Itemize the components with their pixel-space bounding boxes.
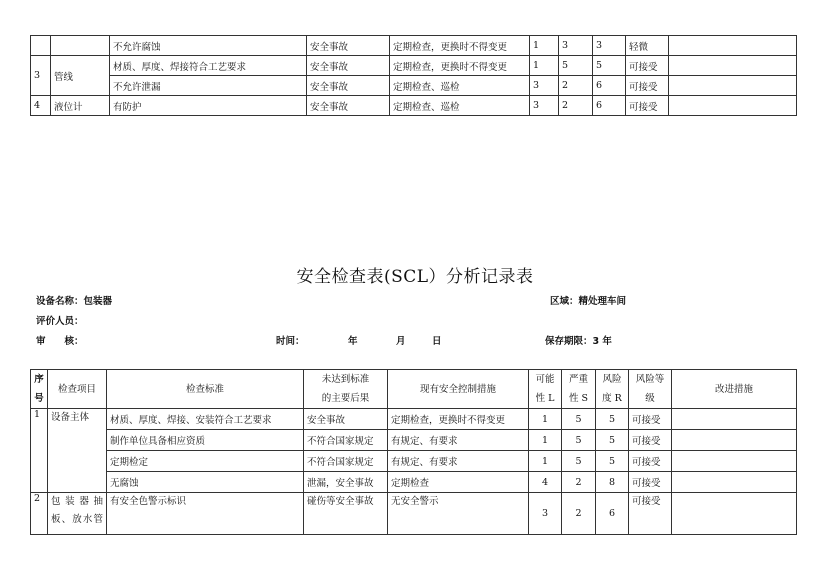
risk-level: 可接受 bbox=[626, 56, 669, 76]
table-row bbox=[31, 56, 797, 76]
inspection-standard: 材质、厚度、焊接符合工艺要求 bbox=[110, 56, 307, 76]
improvement bbox=[672, 430, 797, 451]
likelihood: 1 bbox=[530, 36, 559, 56]
table-header-row bbox=[31, 370, 797, 409]
retention-period: 保存期限：3 年 bbox=[545, 336, 612, 347]
consequence: 安全事故 bbox=[307, 56, 390, 76]
inspection-standard: 不允许泄漏 bbox=[110, 76, 307, 96]
improvement bbox=[672, 472, 797, 493]
control-measure: 定期检查，更换时不得变更 bbox=[388, 409, 529, 430]
inspection-item bbox=[51, 36, 110, 56]
consequence: 安全事故 bbox=[307, 96, 390, 116]
improvement bbox=[669, 76, 797, 96]
table-row bbox=[31, 76, 797, 96]
likelihood: 3 bbox=[529, 493, 562, 535]
page-title: 安全检查表(SCL）分析记录表 bbox=[296, 267, 534, 287]
control-measure: 定期检查，更换时不得变更 bbox=[390, 56, 530, 76]
top-inspection-table bbox=[30, 35, 797, 116]
inspection-standard: 无腐蚀 bbox=[107, 472, 304, 493]
consequence: 不符合国家规定 bbox=[304, 451, 388, 472]
risk-level: 轻微 bbox=[626, 36, 669, 56]
inspection-standard: 不允许腐蚀 bbox=[110, 36, 307, 56]
risk: 6 bbox=[593, 76, 626, 96]
severity: 2 bbox=[562, 493, 596, 535]
table-row bbox=[31, 409, 797, 430]
inspection-item: 管线 bbox=[51, 56, 110, 96]
table-row bbox=[31, 36, 797, 56]
severity: 3 bbox=[559, 36, 593, 56]
risk: 5 bbox=[596, 451, 629, 472]
inspection-item: 液位计 bbox=[51, 96, 110, 116]
day-label: 日 bbox=[432, 336, 442, 347]
severity: 5 bbox=[562, 430, 596, 451]
risk: 5 bbox=[596, 430, 629, 451]
control-measure: 无安全警示 bbox=[388, 493, 529, 535]
equipment-name: 设备名称：包装器 bbox=[36, 296, 113, 307]
header-risk: 风险度 R bbox=[596, 370, 629, 409]
inspection-standard: 材质、厚度、焊接、安装符合工艺要求 bbox=[107, 409, 304, 430]
consequence: 不符合国家规定 bbox=[304, 430, 388, 451]
row-number: 4 bbox=[31, 96, 51, 116]
severity: 5 bbox=[562, 409, 596, 430]
severity: 2 bbox=[559, 96, 593, 116]
consequence: 安全事故 bbox=[307, 76, 390, 96]
row-number: 2 bbox=[31, 493, 48, 535]
header-item: 检查项目 bbox=[48, 370, 107, 409]
header-risk-level: 风险等级 bbox=[629, 370, 672, 409]
control-measure: 有规定、有要求 bbox=[388, 451, 529, 472]
likelihood: 3 bbox=[530, 76, 559, 96]
likelihood: 1 bbox=[529, 451, 562, 472]
risk-level: 可接受 bbox=[629, 430, 672, 451]
risk-level: 可接受 bbox=[629, 472, 672, 493]
risk: 6 bbox=[596, 493, 629, 535]
improvement bbox=[669, 96, 797, 116]
improvement bbox=[669, 36, 797, 56]
inspection-standard: 有安全色警示标识 bbox=[107, 493, 304, 535]
time-label: 时间： bbox=[276, 336, 305, 347]
risk: 5 bbox=[596, 409, 629, 430]
control-measure: 定期检查、巡检 bbox=[390, 76, 530, 96]
risk-level: 可接受 bbox=[629, 451, 672, 472]
likelihood: 1 bbox=[529, 430, 562, 451]
severity: 2 bbox=[559, 76, 593, 96]
year-label: 年 bbox=[348, 336, 358, 347]
month-label: 月 bbox=[396, 336, 406, 347]
consequence: 安全事故 bbox=[307, 36, 390, 56]
likelihood: 1 bbox=[529, 409, 562, 430]
risk-level: 可接受 bbox=[626, 76, 669, 96]
risk-level: 可接受 bbox=[626, 96, 669, 116]
table-row bbox=[31, 96, 797, 116]
area-label: 区域：精处理车间 bbox=[550, 296, 627, 307]
consequence: 泄漏，安全事故 bbox=[304, 472, 388, 493]
risk: 6 bbox=[593, 96, 626, 116]
severity: 2 bbox=[562, 472, 596, 493]
table-row bbox=[31, 451, 797, 472]
control-measure: 定期检查，更换时不得变更 bbox=[390, 36, 530, 56]
risk: 3 bbox=[593, 36, 626, 56]
header-control: 现有安全控制措施 bbox=[388, 370, 529, 409]
risk: 8 bbox=[596, 472, 629, 493]
improvement bbox=[672, 409, 797, 430]
control-measure: 定期检查、巡检 bbox=[390, 96, 530, 116]
inspection-item: 设备主体 bbox=[48, 409, 107, 493]
header-improvement: 改进措施 bbox=[672, 370, 797, 409]
header-severity: 严重性 S bbox=[562, 370, 596, 409]
inspection-standard: 制作单位具备相应资质 bbox=[107, 430, 304, 451]
row-number: 3 bbox=[31, 56, 51, 96]
row-number bbox=[31, 36, 51, 56]
consequence: 碰伤等安全事故 bbox=[304, 493, 388, 535]
likelihood: 1 bbox=[530, 56, 559, 76]
inspection-standard: 有防护 bbox=[110, 96, 307, 116]
risk-level: 可接受 bbox=[629, 409, 672, 430]
header-no: 序号 bbox=[31, 370, 48, 409]
likelihood: 4 bbox=[529, 472, 562, 493]
improvement bbox=[672, 451, 797, 472]
likelihood: 3 bbox=[530, 96, 559, 116]
row-number: 1 bbox=[31, 409, 48, 493]
header-likelihood: 可能性 L bbox=[529, 370, 562, 409]
risk: 5 bbox=[593, 56, 626, 76]
inspection-item: 包装器抽板、放水管 bbox=[48, 493, 107, 535]
severity: 5 bbox=[559, 56, 593, 76]
table-row bbox=[31, 493, 797, 535]
scl-analysis-table bbox=[30, 369, 797, 535]
table-row bbox=[31, 472, 797, 493]
consequence: 安全事故 bbox=[304, 409, 388, 430]
reviewer-label: 审 核： bbox=[36, 336, 84, 347]
severity: 5 bbox=[562, 451, 596, 472]
control-measure: 有规定、有要求 bbox=[388, 430, 529, 451]
improvement bbox=[672, 493, 797, 535]
inspection-standard: 定期检定 bbox=[107, 451, 304, 472]
improvement bbox=[669, 56, 797, 76]
header-consequence: 未达到标准的主要后果 bbox=[304, 370, 388, 409]
header-standard: 检查标准 bbox=[107, 370, 304, 409]
control-measure: 定期检查 bbox=[388, 472, 529, 493]
risk-level: 可接受 bbox=[629, 493, 672, 535]
evaluator-label: 评价人员： bbox=[36, 316, 84, 327]
table-row bbox=[31, 430, 797, 451]
